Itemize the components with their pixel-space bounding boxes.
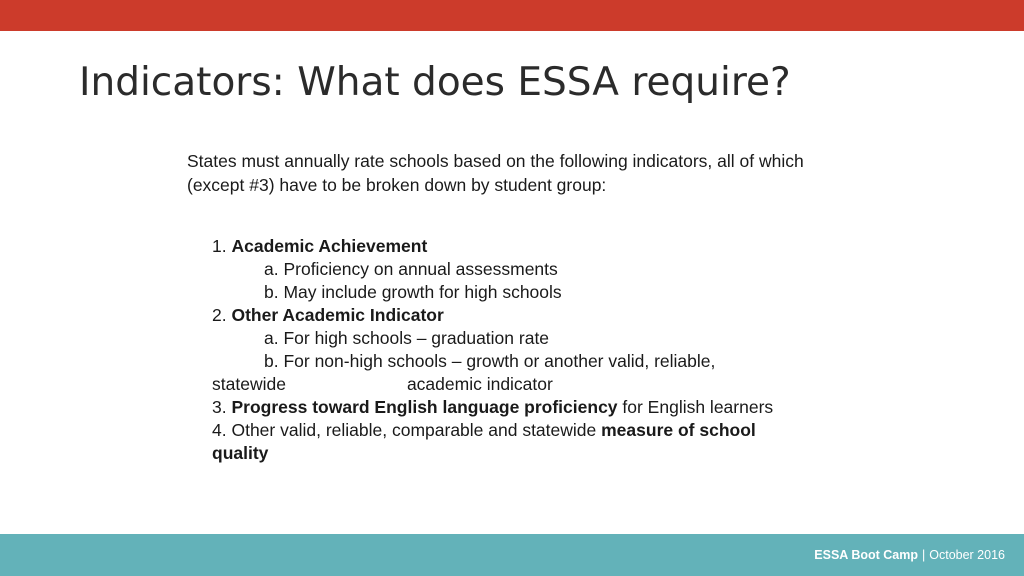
footer-text — [814, 546, 1005, 564]
slide-title: Indicators: What does ESSA require? — [79, 60, 791, 105]
indicator-suffix: for English learners — [617, 397, 774, 417]
indicator-number: 3. — [212, 397, 232, 417]
footer-date: October 2016 — [929, 548, 1005, 562]
bottom-footer-bar — [0, 534, 1024, 576]
indicator-2-sub-a: a. For high schools – graduation rate — [264, 328, 550, 348]
wrap-right-text: academic indicator — [406, 374, 553, 394]
indicator-number: 2. — [212, 305, 232, 325]
footer-separator: | — [922, 548, 926, 562]
indicator-title: Other Academic Indicator — [231, 305, 444, 325]
top-accent-bar — [0, 0, 1024, 31]
indicator-number: 1. — [212, 236, 232, 256]
indicator-list — [212, 235, 852, 465]
indicator-number: 4. — [212, 420, 232, 440]
indicator-item-3 — [212, 396, 852, 419]
indicator-item-2 — [212, 304, 852, 327]
indicator-title-part-1: measure of school — [601, 420, 756, 440]
indicator-1-sub-b: b. May include growth for high schools — [264, 282, 562, 302]
indicator-item-4 — [212, 419, 852, 442]
wrap-left-text: statewide — [212, 374, 286, 394]
footer-event: ESSA Boot Camp — [814, 548, 918, 562]
indicator-1-sub-a: a. Proficiency on annual assessments — [264, 259, 558, 279]
indicator-item-1 — [212, 235, 852, 258]
indicator-2-sub-b: b. For non-high schools – growth or another valid, reliable, — [264, 351, 716, 371]
indicator-title: Progress toward English language proficiency — [231, 397, 618, 417]
intro-paragraph: States must annually rate schools based on the following indicators, all of which (except #3) have to be broken down by student group: — [187, 151, 804, 195]
indicator-item-4-wrap — [212, 442, 852, 465]
indicator-2-sub-b-wrap — [212, 373, 852, 396]
indicator-title: Academic Achievement — [231, 236, 428, 256]
indicator-prefix: Other valid, reliable, comparable and statewide — [231, 420, 602, 440]
indicator-title-part-2: quality — [212, 443, 269, 463]
